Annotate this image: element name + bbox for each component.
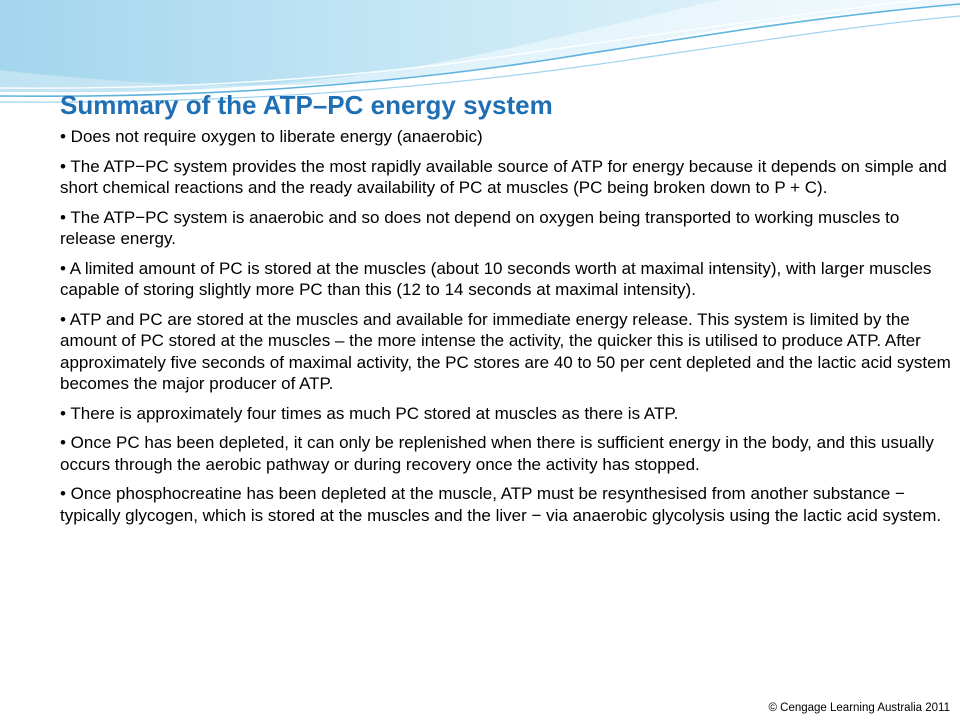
bullet-stored-at-muscles: • ATP and PC are stored at the muscles and available for immediate energy release. This system is limited by the amount of PC stored at the muscles – the more intense the activity, the quicker this is utilised to produce ATP. After approximately five seconds of maximal activity, the PC stores are 40 to 50 per cent depleted and the lactic acid system becomes the major producer of ATP. (60, 309, 951, 393)
bullet-limited-pc: • A limited amount of PC is stored at the muscles (about 10 seconds worth at maximal intensity), with larger muscles capable of storing slightly more PC than this (12 to 14 seconds at maximal intensity). (60, 258, 932, 299)
bullet-rapid-source: • The ATP−PC system provides the most rapidly available source of ATP for energy because it depends on simple and short chemical reactions and the ready availability of PC at muscles (PC being broken down to P + C). (60, 156, 947, 197)
bullet-replenish: • Once PC has been depleted, it can only be replenished when there is sufficient energy in the body, and this usually occurs through the aerobic pathway or during recovery once the activity has stopped. (60, 433, 934, 474)
bullet-list (60, 126, 952, 534)
bullet-anaerobic: • Does not require oxygen to liberate energy (anaerobic) (60, 127, 483, 146)
slide-title: Summary of the ATP–PC energy system (60, 90, 553, 120)
bullet-resynthesis: • Once phosphocreatine has been depleted at the muscle, ATP must be resynthesised from another substance − typically glycogen, which is stored at the muscles and the liver − via anaerobic glycolysis using the lactic acid system. (60, 484, 942, 525)
bullet-no-oxygen: • The ATP−PC system is anaerobic and so does not depend on oxygen being transported to working muscles to release energy. (60, 207, 900, 248)
copyright-notice: © Cengage Learning Australia 2011 (768, 702, 950, 714)
bullet-four-times: • There is approximately four times as much PC stored at muscles as there is ATP. (60, 403, 679, 423)
